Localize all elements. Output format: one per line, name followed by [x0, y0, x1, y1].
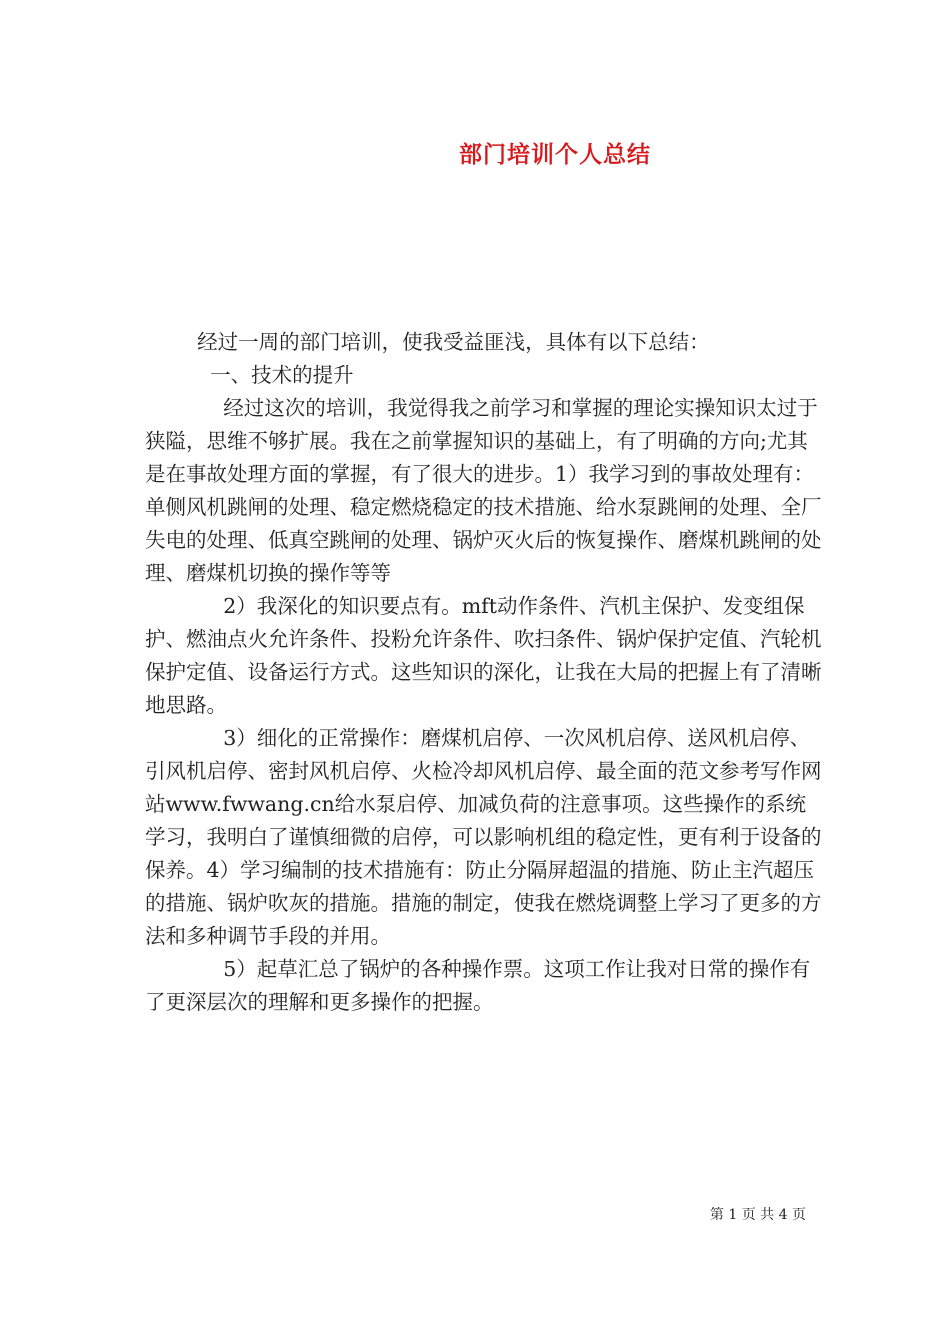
- document-body: [145, 326, 825, 1019]
- paragraph-2: 2）我深化的知识要点有。mft动作条件、汽机主保护、发变组保护、燃油点火允许条件、投粉允许条件、吹扫条件、锅炉保护定值、汽轮机保护定值、设备运行方式。这些知识的深化，让我在大局的把握上有了清晰地思路。: [145, 594, 822, 717]
- page-number: 第 1 页 共 4 页: [709, 1207, 806, 1223]
- document-title: 部门培训个人总结: [459, 141, 651, 168]
- section-heading: 一、技术的提升: [145, 363, 354, 387]
- paragraph-intro: 经过一周的部门培训，使我受益匪浅，具体有以下总结：: [145, 330, 710, 354]
- paragraph-3: 3）细化的正常操作：磨煤机启停、一次风机启停、送风机启停、引风机启停、密封风机启停、火检冷却风机启停、最全面的范文参考写作网站www.fwwang.cn给水泵启停、加减负荷的注意事项。这些操作的系统学习，我明白了谨慎细微的启停，可以影响机组的稳定性，更有利于设备的保养。4）学习编制的技术措施有：防止分隔屏超温的措施、防止主汽超压的措施、锅炉吹灰的措施。措施的制定，使我在燃烧调整上学习了更多的方法和多种调节手段的并用。: [145, 726, 822, 948]
- paragraph-5: 5）起草汇总了锅炉的各种操作票。这项工作让我对日常的操作有了更深层次的理解和更多操作的把握。: [145, 957, 811, 1014]
- paragraph-1: 经过这次的培训，我觉得我之前学习和掌握的理论实操知识太过于狭隘，思维不够扩展。我在之前掌握知识的基础上，有了明确的方向;尤其是在事故处理方面的掌握，有了很大的进步。1）我学习到的事故处理有：单侧风机跳闸的处理、稳定燃烧稳定的技术措施、给水泵跳闸的处理、全厂失电的处理、低真空跳闸的处理、锅炉灭火后的恢复操作、磨煤机跳闸的处理、磨煤机切换的操作等等: [145, 396, 822, 585]
